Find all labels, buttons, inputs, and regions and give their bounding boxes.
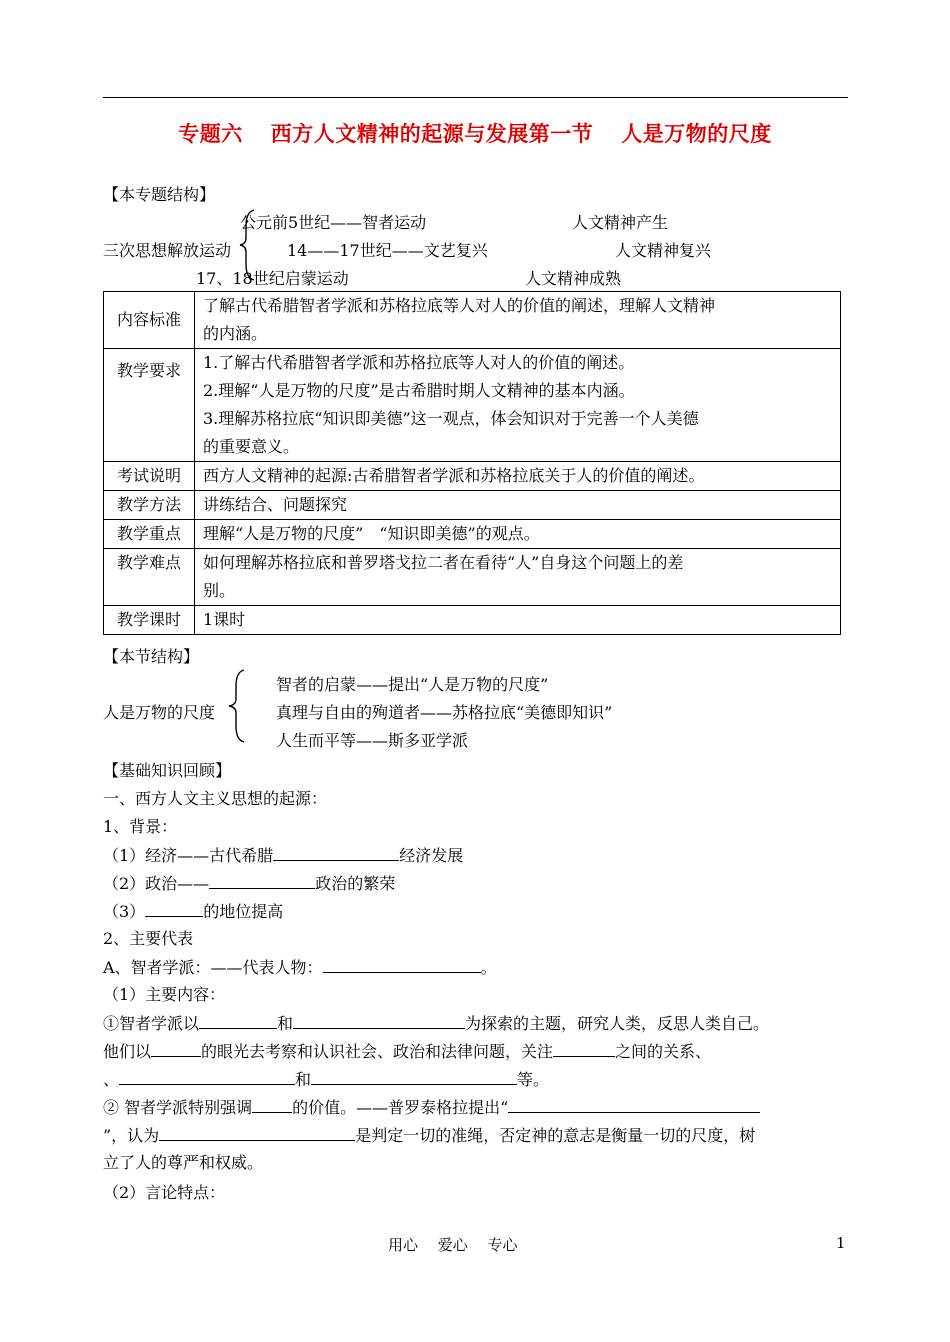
fill-blank[interactable] [293, 1010, 465, 1029]
row-content: 理解“人是万物的尺度” “知识即美德”的观点。 [195, 520, 841, 549]
page-title [0, 118, 950, 148]
header-rule [103, 97, 848, 98]
row-content [195, 349, 841, 462]
fill-blank[interactable] [151, 1038, 201, 1057]
table-row [104, 549, 841, 606]
line-text: 和 [277, 1014, 294, 1033]
line-text: （2）政治—— [103, 874, 210, 893]
line-text: 、 [103, 1070, 120, 1089]
review-heading: 【基础知识回顾】 [103, 761, 232, 780]
line-text: 政治的繁荣 [315, 874, 396, 893]
structure-result-3: 人文精神成熟 [525, 269, 622, 288]
row-label: 教学课时 [104, 606, 195, 635]
structure-result-1: 人文精神产生 [572, 213, 669, 232]
structure-period-3: 17、18世纪启蒙运动 [196, 269, 349, 288]
content-line: 如何理解苏格拉底和普罗塔戈拉二者在看待“人”自身这个问题上的差 [203, 553, 684, 572]
review-line [103, 1094, 760, 1118]
line-text: 的眼光去考察和认识社会、政治和法律问题，关注 [201, 1042, 554, 1061]
structure-period-1: 公元前5世纪——智者运动 [240, 213, 427, 232]
table-row [104, 349, 841, 462]
line-text: 经济发展 [399, 846, 464, 865]
section-item-2: 真理与自由的殉道者——苏格拉底“美德即知识” [276, 703, 613, 722]
fill-blank[interactable] [311, 1066, 517, 1085]
footer-motto: 用心 爱心 专心 [388, 1236, 518, 1254]
line-text: （1）经济——古代希腊 [103, 846, 274, 865]
table-row [104, 292, 841, 349]
line-text: 和 [295, 1070, 312, 1089]
line-text: 是判定一切的准绳，否定神的意志是衡量一切的尺度，树 [355, 1126, 756, 1145]
line-text: ①智者学派以 [103, 1014, 200, 1033]
review-line [103, 870, 395, 894]
title-part-3: 人是万物的尺度 [621, 122, 772, 146]
fill-blank[interactable] [145, 898, 203, 917]
section-brace-icon [226, 668, 248, 744]
line-text: A、智者学派：——代表人物： [103, 958, 323, 977]
fill-blank[interactable] [199, 1010, 277, 1029]
structure-root: 三次思想解放运动 [103, 241, 232, 260]
section-item-1: 智者的启蒙——提出“人是万物的尺度” [276, 675, 549, 694]
row-content [195, 549, 841, 606]
section-heading: 【本节结构】 [103, 647, 200, 666]
fill-blank[interactable] [209, 870, 315, 889]
review-line [103, 954, 497, 978]
line-text: 他们以 [103, 1042, 152, 1061]
review-line [103, 842, 463, 866]
review-line: 立了人的尊严和权威。 [103, 1153, 264, 1172]
content-line: 3.理解苏格拉底“知识即美德”这一观点，体会知识对于完善一个人美德 [203, 409, 699, 428]
row-label: 教学方法 [104, 491, 195, 520]
review-line [103, 898, 283, 922]
review-line: （2）言论特点： [103, 1183, 226, 1202]
row-label: 内容标准 [104, 292, 195, 349]
line-text: 的地位提高 [203, 902, 284, 921]
table-row [104, 491, 841, 520]
line-text: 的价值。——普罗泰格拉提出“ [292, 1098, 509, 1117]
line-text: 等。 [517, 1070, 550, 1089]
structure-heading: 【本专题结构】 [103, 185, 216, 204]
row-content: 西方人文精神的起源:古希腊智者学派和苏格拉底关于人的价值的阐述。 [195, 462, 841, 491]
row-label: 教学要求 [104, 349, 195, 462]
review-line [103, 1066, 549, 1090]
section-item-3: 人生而平等——斯多亚学派 [276, 731, 469, 750]
line-text: 之间的关系、 [615, 1042, 712, 1061]
title-part-2: 西方人文精神的起源与发展第一节 [270, 122, 594, 146]
review-line [103, 1038, 711, 1062]
structure-result-2: 人文精神复兴 [615, 241, 712, 260]
row-content [195, 292, 841, 349]
content-line: 的重要意义。 [203, 437, 300, 456]
line-text: ”，认为 [103, 1126, 160, 1145]
section-root: 人是万物的尺度 [103, 703, 216, 722]
row-label: 教学难点 [104, 549, 195, 606]
fill-blank[interactable] [273, 842, 399, 861]
fill-blank[interactable] [159, 1122, 355, 1141]
line-text: ② 智者学派特别强调 [103, 1098, 253, 1117]
content-line: 别。 [203, 581, 236, 600]
review-line: 一、西方人文主义思想的起源： [103, 789, 328, 808]
table-row [104, 462, 841, 491]
fill-blank[interactable] [323, 954, 481, 973]
review-line: 2、主要代表 [103, 929, 194, 948]
page-number: 1 [836, 1234, 846, 1252]
review-line: 1、背景： [103, 817, 178, 836]
structure-period-2: 14——17世纪——文艺复兴 [287, 241, 488, 260]
fill-blank[interactable] [119, 1066, 295, 1085]
table-row [104, 520, 841, 549]
title-part-1: 专题六 [178, 122, 243, 146]
review-line [103, 1010, 769, 1034]
fill-blank[interactable] [508, 1094, 760, 1113]
content-line: 2.理解“人是万物的尺度”是古希腊时期人文精神的基本内涵。 [203, 381, 635, 400]
row-label: 考试说明 [104, 462, 195, 491]
line-text: 。 [480, 958, 497, 977]
row-label: 教学重点 [104, 520, 195, 549]
row-content: 讲练结合、问题探究 [195, 491, 841, 520]
content-line: 1.了解古代希腊智者学派和苏格拉底等人对人的价值的阐述。 [203, 353, 635, 372]
row-content: 1课时 [195, 606, 841, 635]
teaching-standards-table [103, 291, 841, 635]
review-line [103, 1122, 755, 1146]
fill-blank[interactable] [553, 1038, 615, 1057]
line-text: 为探索的主题，研究人类，反思人类自己。 [465, 1014, 770, 1033]
line-text: （3） [103, 902, 146, 921]
fill-blank[interactable] [252, 1094, 292, 1113]
review-line: （1）主要内容： [103, 985, 226, 1004]
content-line: 了解古代希腊智者学派和苏格拉底等人对人的价值的阐述，理解人文精神 [203, 296, 716, 315]
table-row [104, 606, 841, 635]
content-line: 的内涵。 [203, 324, 268, 343]
